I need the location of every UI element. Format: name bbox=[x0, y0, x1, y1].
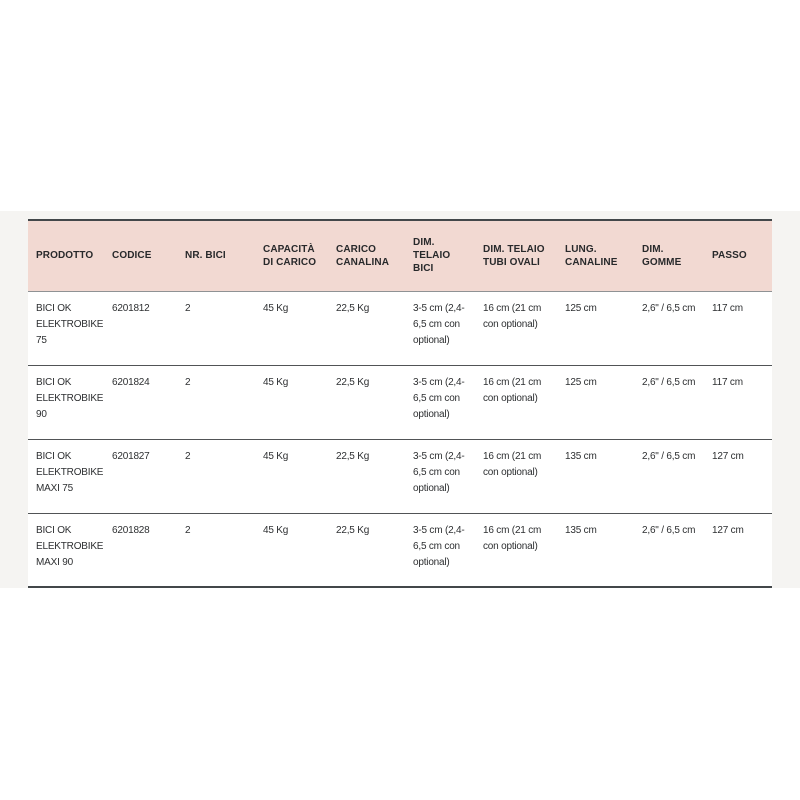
cell-prodotto: BICI OK ELEKTROBIKE 75 bbox=[28, 291, 104, 365]
col-header-prodotto: PRODOTTO bbox=[28, 220, 104, 291]
cell-dim-telaio-bici: 3-5 cm (2,4-6,5 cm con optional) bbox=[405, 291, 475, 365]
product-spec-table-container bbox=[28, 219, 772, 588]
cell-lung-canaline: 125 cm bbox=[557, 291, 634, 365]
cell-codice: 6201812 bbox=[104, 291, 177, 365]
cell-lung-canaline: 135 cm bbox=[557, 513, 634, 587]
col-header-carico-canalina: CARICO CANALINA bbox=[328, 220, 405, 291]
cell-capacita-di-carico: 45 Kg bbox=[255, 365, 328, 439]
col-header-nr-bici: NR. BICI bbox=[177, 220, 255, 291]
cell-lung-canaline: 125 cm bbox=[557, 365, 634, 439]
cell-passo: 117 cm bbox=[704, 365, 772, 439]
table-row bbox=[28, 439, 772, 513]
cell-passo: 127 cm bbox=[704, 439, 772, 513]
cell-codice: 6201828 bbox=[104, 513, 177, 587]
cell-nr-bici: 2 bbox=[177, 291, 255, 365]
col-header-codice: CODICE bbox=[104, 220, 177, 291]
col-header-capacita-di-carico: CAPACITÀ DI CARICO bbox=[255, 220, 328, 291]
cell-dim-gomme: 2,6" / 6,5 cm bbox=[634, 439, 704, 513]
cell-prodotto: BICI OK ELEKTROBIKE MAXI 75 bbox=[28, 439, 104, 513]
cell-dim-gomme: 2,6" / 6,5 cm bbox=[634, 365, 704, 439]
cell-dim-gomme: 2,6" / 6,5 cm bbox=[634, 291, 704, 365]
cell-lung-canaline: 135 cm bbox=[557, 439, 634, 513]
cell-nr-bici: 2 bbox=[177, 365, 255, 439]
cell-capacita-di-carico: 45 Kg bbox=[255, 439, 328, 513]
cell-codice: 6201824 bbox=[104, 365, 177, 439]
col-header-passo: PASSO bbox=[704, 220, 772, 291]
cell-passo: 127 cm bbox=[704, 513, 772, 587]
cell-carico-canalina: 22,5 Kg bbox=[328, 291, 405, 365]
col-header-dim-telaio-bici: DIM. TELAIO BICI bbox=[405, 220, 475, 291]
table-row bbox=[28, 291, 772, 365]
cell-prodotto: BICI OK ELEKTROBIKE 90 bbox=[28, 365, 104, 439]
table-body bbox=[28, 291, 772, 587]
cell-codice: 6201827 bbox=[104, 439, 177, 513]
cell-dim-telaio-tubi-ovali: 16 cm (21 cm con optional) bbox=[475, 513, 557, 587]
table-row bbox=[28, 513, 772, 587]
cell-dim-telaio-bici: 3-5 cm (2,4-6,5 cm con optional) bbox=[405, 513, 475, 587]
cell-dim-telaio-tubi-ovali: 16 cm (21 cm con optional) bbox=[475, 439, 557, 513]
cell-capacita-di-carico: 45 Kg bbox=[255, 291, 328, 365]
cell-nr-bici: 2 bbox=[177, 439, 255, 513]
cell-dim-telaio-tubi-ovali: 16 cm (21 cm con optional) bbox=[475, 365, 557, 439]
table-row bbox=[28, 365, 772, 439]
product-spec-table bbox=[28, 219, 772, 588]
cell-dim-telaio-bici: 3-5 cm (2,4-6,5 cm con optional) bbox=[405, 365, 475, 439]
table-header bbox=[28, 220, 772, 291]
cell-nr-bici: 2 bbox=[177, 513, 255, 587]
cell-carico-canalina: 22,5 Kg bbox=[328, 439, 405, 513]
cell-dim-gomme: 2,6" / 6,5 cm bbox=[634, 513, 704, 587]
col-header-dim-gomme: DIM. GOMME bbox=[634, 220, 704, 291]
header-row bbox=[28, 220, 772, 291]
cell-capacita-di-carico: 45 Kg bbox=[255, 513, 328, 587]
cell-dim-telaio-bici: 3-5 cm (2,4-6,5 cm con optional) bbox=[405, 439, 475, 513]
cell-dim-telaio-tubi-ovali: 16 cm (21 cm con optional) bbox=[475, 291, 557, 365]
col-header-lung-canaline: LUNG. CANALINE bbox=[557, 220, 634, 291]
cell-prodotto: BICI OK ELEKTROBIKE MAXI 90 bbox=[28, 513, 104, 587]
cell-carico-canalina: 22,5 Kg bbox=[328, 513, 405, 587]
cell-passo: 117 cm bbox=[704, 291, 772, 365]
col-header-dim-telaio-tubi-ovali: DIM. TELAIO TUBI OVALI bbox=[475, 220, 557, 291]
cell-carico-canalina: 22,5 Kg bbox=[328, 365, 405, 439]
